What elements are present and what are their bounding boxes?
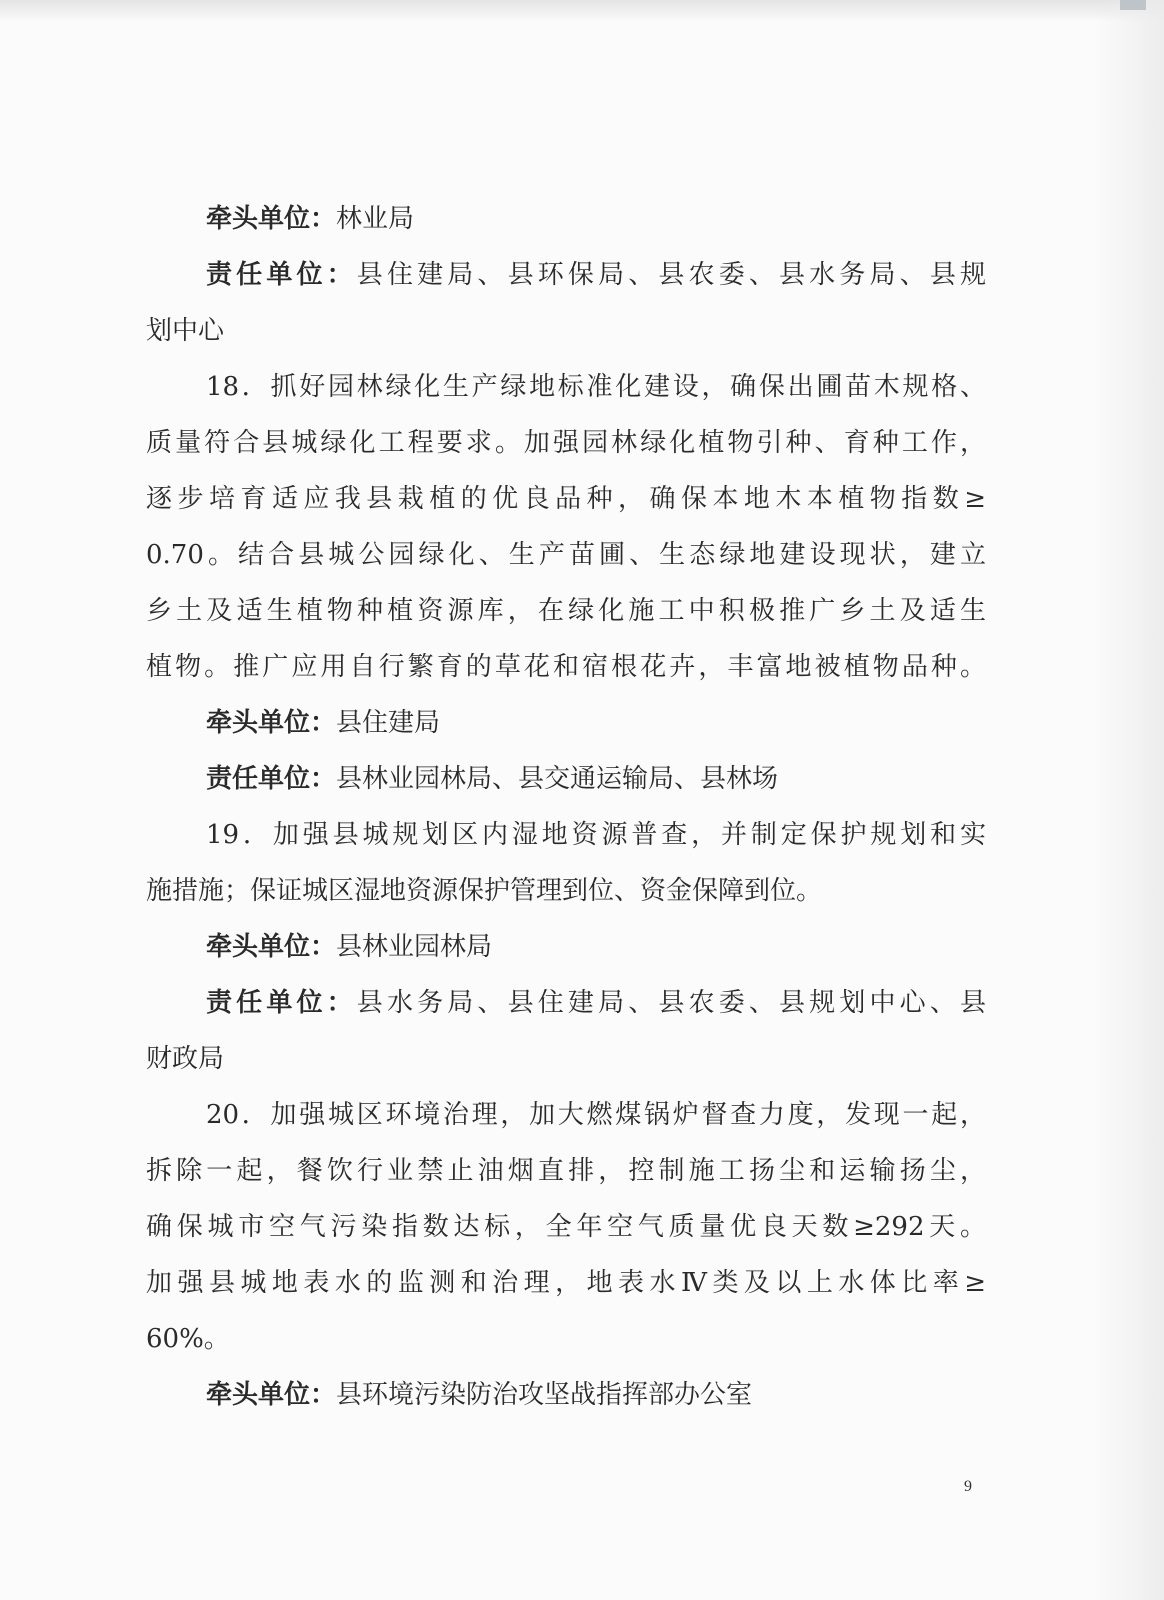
responsible-unit-value: 县林业园林局、县交通运输局、县林场 bbox=[336, 764, 779, 794]
text-line: 0.70。结合县城公园绿化、生产苗圃、生态绿地建设现状，建立 bbox=[146, 540, 986, 570]
text-line: 划中心 bbox=[146, 316, 225, 346]
item-18-line: 18．抓好园林绿化生产绿地标准化建设，确保出圃苗木规格、 bbox=[206, 372, 986, 402]
lead-unit-label: 牵头单位： bbox=[206, 1380, 337, 1410]
scan-shadow-right bbox=[1094, 0, 1164, 1600]
text-line: 乡土及适生植物种植资源库，在绿化施工中积极推广乡土及适生 bbox=[146, 596, 986, 626]
lead-unit-label: 牵头单位： bbox=[206, 204, 337, 234]
lead-unit-value: 县林业园林局 bbox=[336, 932, 493, 962]
lead-unit-line bbox=[206, 702, 440, 739]
text-line: 加强县城地表水的监测和治理，地表水Ⅳ类及以上水体比率≥ bbox=[146, 1268, 986, 1298]
lead-unit-value: 县环境污染防治攻坚战指挥部办公室 bbox=[336, 1380, 753, 1410]
text-line: 施措施；保证城区湿地资源保护管理到位、资金保障到位。 bbox=[146, 876, 823, 906]
responsible-unit-label: 责任单位： bbox=[206, 260, 357, 290]
text-line: 质量符合县城绿化工程要求。加强园林绿化植物引种、育种工作， bbox=[146, 428, 986, 458]
text-line: 逐步培育适应我县栽植的优良品种，确保本地木本植物指数≥ bbox=[146, 484, 986, 514]
responsible-unit-value: 县住建局、县环保局、县农委、县水务局、县规 bbox=[356, 260, 986, 290]
responsible-unit-value: 县水务局、县住建局、县农委、县规划中心、县 bbox=[356, 988, 986, 1018]
responsible-unit-line bbox=[206, 254, 986, 291]
text-line: 60%。 bbox=[146, 1324, 230, 1354]
item-19-line: 19．加强县城规划区内湿地资源普查，并制定保护规划和实 bbox=[206, 820, 986, 850]
item-20-line: 20．加强城区环境治理，加大燃煤锅炉督查力度，发现一起， bbox=[206, 1100, 986, 1130]
text-line: 财政局 bbox=[146, 1044, 225, 1074]
lead-unit-line bbox=[206, 198, 414, 235]
responsible-unit-label: 责任单位： bbox=[206, 764, 337, 794]
responsible-unit-label: 责任单位： bbox=[206, 988, 357, 1018]
lead-unit-line bbox=[206, 926, 492, 963]
scan-shadow-top bbox=[0, 0, 1164, 22]
responsible-unit-line bbox=[206, 758, 778, 795]
text-line: 拆除一起，餐饮行业禁止油烟直排，控制施工扬尘和运输扬尘， bbox=[146, 1156, 986, 1186]
lead-unit-label: 牵头单位： bbox=[206, 708, 337, 738]
lead-unit-value: 林业局 bbox=[336, 204, 415, 234]
text-line: 植物。推广应用自行繁育的草花和宿根花卉，丰富地被植物品种。 bbox=[146, 652, 986, 682]
responsible-unit-line bbox=[206, 982, 986, 1019]
lead-unit-value: 县住建局 bbox=[336, 708, 441, 738]
page-number: 9 bbox=[964, 1478, 972, 1495]
lead-unit-label: 牵头单位： bbox=[206, 932, 337, 962]
scan-corner-mark bbox=[1120, 0, 1146, 10]
text-line: 确保城市空气污染指数达标，全年空气质量优良天数≥292天。 bbox=[146, 1212, 986, 1242]
lead-unit-line bbox=[206, 1374, 752, 1411]
